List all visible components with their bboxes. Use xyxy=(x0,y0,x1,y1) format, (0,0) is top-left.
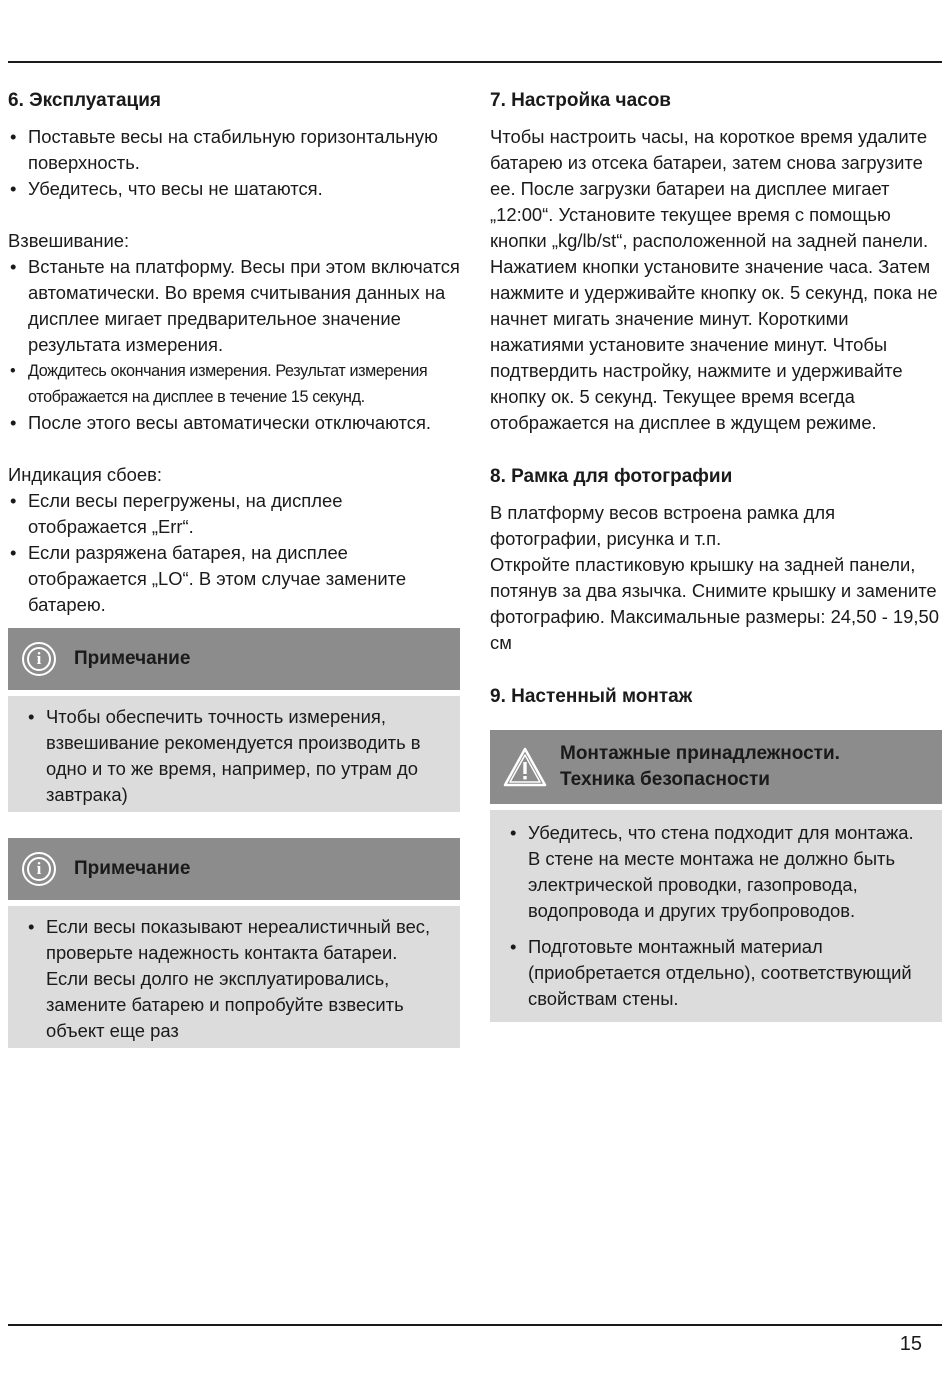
info-icon: i xyxy=(22,852,56,886)
warning-triangle-icon xyxy=(502,746,548,788)
list-item: • Поставьте весы на стабильную горизонтальную поверхность. xyxy=(8,124,460,176)
section-8-text-1: В платформу весов встроена рамка для фотографии, рисунка и т.п. xyxy=(490,502,836,549)
note-title: Примечание xyxy=(74,648,191,669)
list-item: • Встаньте на платформу. Весы при этом включатся автоматически. Во время считывания данных на дисплее мигает предварительное значение результата измерения. xyxy=(8,254,460,358)
note-box-1 xyxy=(8,628,460,812)
section-7-heading: 7. Настройка часов xyxy=(490,90,671,111)
section-6-heading: 6. Эксплуатация xyxy=(8,90,161,111)
note-body xyxy=(8,906,460,1048)
list-item: • Подготовьте монтажный материал (приобретается отдельно), соответствующий свойствам стены. xyxy=(508,934,930,1012)
note-box-2 xyxy=(8,838,460,1048)
top-rule xyxy=(8,61,942,63)
weighing-label: Взвешивание: xyxy=(8,230,130,251)
section-8-heading: 8. Рамка для фотографии xyxy=(490,466,733,487)
list-item: • Дождитесь окончания измерения. Результат измерения отображается на дисплее в течение 15 секунд. xyxy=(8,358,460,410)
weighing-list xyxy=(8,254,460,436)
note-header xyxy=(8,838,460,900)
page-number: 15 xyxy=(899,1333,922,1355)
section-8-text-2: Откройте пластиковую крышку на задней панели, потянув за два язычка. Снимите крышку и замените фотографию. Максимальные размеры: 24,50 - 19,50 см xyxy=(490,554,939,653)
errors-label: Индикация сбоев: xyxy=(8,464,162,485)
note-body xyxy=(8,696,460,812)
note-title: Примечание xyxy=(74,858,191,879)
section-9-heading: 9. Настенный монтаж xyxy=(490,686,693,707)
info-icon: i xyxy=(22,642,56,676)
bottom-rule xyxy=(8,1324,942,1326)
warning-title xyxy=(560,741,840,793)
list-item: • Если весы перегружены, на дисплее отображается „Err“. xyxy=(8,488,460,540)
list-item: • Чтобы обеспечить точность измерения, взвешивание рекомендуется производить в одно и то же время, например, по утрам до завтрака) xyxy=(26,704,444,808)
errors-list xyxy=(8,488,460,618)
right-column xyxy=(490,88,942,1022)
warning-title-line-2: Техника безопасности xyxy=(560,769,770,790)
section-7-text: Чтобы настроить часы, на короткое время удалите батарею из отсека батареи, затем снова загрузите ее. После загрузки батареи на дисплее мигает „12:00“. Установите текущее время с помощью кнопки „kg/lb/st“, расположенной на задней панели. Нажатием кнопки установите значение часа. Затем нажмите и удерживайте кнопку ок. 5 секунд, пока не начнет мигать значение минут. Короткими нажатиями установите значение минут. Чтобы подтвердить настройку, нажмите и удерживайте кнопку ок. 5 секунд. Текущее время всегда отображается на дисплее в ждущем режиме. xyxy=(490,126,938,433)
left-column xyxy=(8,88,460,1048)
list-item: • Убедитесь, что весы не шатаются. xyxy=(8,176,460,202)
list-item: • После этого весы автоматически отключаются. xyxy=(8,410,460,436)
note-header xyxy=(8,628,460,690)
list-item: • Если разряжена батарея, на дисплее отображается „LO“. В этом случае замените батарею. xyxy=(8,540,460,618)
warning-title-line-1: Монтажные принадлежности. xyxy=(560,743,840,764)
warning-box xyxy=(490,730,942,1022)
list-item: • Убедитесь, что стена подходит для монтажа. В стене на месте монтажа не должно быть электрической проводки, газопровода, водопровода и других трубопроводов. xyxy=(508,820,930,924)
warning-header xyxy=(490,730,942,804)
warning-body xyxy=(490,810,942,1022)
section-6-list xyxy=(8,124,460,202)
list-item: • Если весы показывают нереалистичный вес, проверьте надежность контакта батареи. Если весы долго не эксплуатировались, замените батарею и попробуйте взвесить объект еще раз xyxy=(26,914,444,1044)
